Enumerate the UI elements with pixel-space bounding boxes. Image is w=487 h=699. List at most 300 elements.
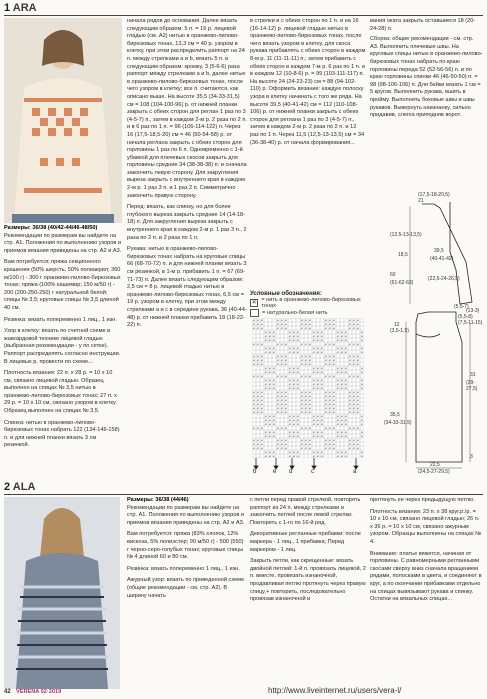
chart-cell-x: × xyxy=(284,398,287,403)
chart-cell-x: × xyxy=(352,342,355,347)
source-url: http://www.liveinternet.ru/users/vera-l/ xyxy=(268,686,402,695)
section-2-rule xyxy=(4,494,483,495)
chart-cell-x: × xyxy=(264,338,267,343)
chart-cell-x: × xyxy=(300,446,303,451)
chart-cell-x: × xyxy=(320,350,323,355)
chart-cell-x: × xyxy=(348,402,351,407)
legend-row-white xyxy=(250,309,366,317)
chart-cell-x: × xyxy=(320,366,323,371)
chart-cell-x: × xyxy=(268,430,271,435)
chart-cell-x: × xyxy=(352,390,355,395)
chart-cell-x: × xyxy=(288,414,291,419)
chart-cell-x: × xyxy=(292,450,295,455)
chart-cell-x: × xyxy=(264,370,267,375)
swatch-empty-icon xyxy=(250,309,259,317)
chart-cell-x: × xyxy=(348,446,351,451)
chart-cell-x: × xyxy=(284,442,287,447)
chart-cell-x: × xyxy=(344,366,347,371)
chart-cell-x: × xyxy=(252,402,255,407)
s2-col3-text: с петли перед правой стрелкой, повторять раппорт из 24 п. между стрелками и закончить петлей после левой стрелки. Повторять с 1-го по 16-й ряд. xyxy=(250,497,361,526)
chart-cell-x: × xyxy=(308,446,311,451)
chart-cell-x: × xyxy=(252,410,255,415)
chart-cell-x: × xyxy=(348,322,351,327)
chart-cell-x: × xyxy=(360,370,363,375)
chart-cell-x: × xyxy=(252,374,255,379)
chart-cell-x: × xyxy=(328,394,331,399)
chart-cell-x: × xyxy=(360,382,363,387)
chart-cell-x: × xyxy=(276,374,279,379)
page-number: 42 xyxy=(4,689,11,695)
chart-cell-x: × xyxy=(328,342,331,347)
chart-cell-x: × xyxy=(344,350,347,355)
chart-cell-x: × xyxy=(252,446,255,451)
chart-cell-x: × xyxy=(268,450,271,455)
chart-cell-x: × xyxy=(336,366,339,371)
chart-cell-x: × xyxy=(296,338,299,343)
chart-cell-x: × xyxy=(276,406,279,411)
chart-cell-x: × xyxy=(348,410,351,415)
chart-cell-x: × xyxy=(312,422,315,427)
chart-cell-x: × xyxy=(256,390,259,395)
chart-cell-x: × xyxy=(260,342,263,347)
chart-cell-x: × xyxy=(328,410,331,415)
chart-cell-x: × xyxy=(348,358,351,363)
chart-cell-x: × xyxy=(340,366,343,371)
chart-cell-x: × xyxy=(332,398,335,403)
chart-cell-x: × xyxy=(360,434,363,439)
chart-cell-x: × xyxy=(256,322,259,327)
chart-cell-x: × xyxy=(352,322,355,327)
chart-cell-x: × xyxy=(264,418,267,423)
chart-cell-x: × xyxy=(316,334,319,339)
chart-cell-x: × xyxy=(352,358,355,363)
chart-cell-x: × xyxy=(284,362,287,367)
chart-cell-x: × xyxy=(324,426,327,431)
chart-cell-x: × xyxy=(268,422,271,427)
chart-cell-x: × xyxy=(256,354,259,359)
photo-ara-sweater xyxy=(4,18,122,223)
chart-cell-x: × xyxy=(356,398,359,403)
schematic-drawing xyxy=(370,192,483,477)
s2-sizes-text: Размеры: 36/38 (44/46) xyxy=(127,497,189,503)
chart-cell-x: × xyxy=(280,326,283,331)
chart-cell-x: × xyxy=(280,446,283,451)
chart-cell-x: × xyxy=(316,378,319,383)
chart-cell-x: × xyxy=(356,394,359,399)
schem-label-4: 18,5 xyxy=(398,252,408,258)
chart-cell-x: × xyxy=(292,386,295,391)
schem-label-5: 39,5 xyxy=(434,248,444,254)
chart-cell-x: × xyxy=(264,454,267,458)
chart-cell-x: × xyxy=(328,362,331,367)
chart-cell-x: × xyxy=(268,330,271,335)
chart-cell-x: × xyxy=(304,354,307,359)
chart-cell-x: × xyxy=(344,330,347,335)
chart-cell-x: × xyxy=(328,358,331,363)
s2-openwork-text: Ажурный узор: вязать по приведенной схеме (общие рекомендации - см. стр. A2). В ширину начать xyxy=(127,577,245,599)
chart-cell-x: × xyxy=(312,386,315,391)
chart-cell-x: × xyxy=(312,454,315,458)
chart-cell-x: × xyxy=(260,398,263,403)
chart-cell-x: × xyxy=(348,438,351,443)
chart-cell-x: × xyxy=(356,442,359,447)
chart-cell-x: × xyxy=(324,342,327,347)
chart-cell-x: × xyxy=(344,454,347,458)
chart-cell-x: × xyxy=(316,330,319,335)
chart-cell-x: × xyxy=(284,318,287,323)
chart-cell-x: × xyxy=(288,370,291,375)
chart-cell-x: × xyxy=(268,382,271,387)
chart-cell-x: × xyxy=(312,414,315,419)
section-1-col1 xyxy=(4,225,122,450)
chart-cell-x: × xyxy=(304,406,307,411)
section-1-name: ARA xyxy=(12,2,37,14)
chart-cell-x: × xyxy=(312,382,315,387)
chart-cell-x: × xyxy=(252,342,255,347)
chart-cell-x: × xyxy=(276,426,279,431)
chart-cell-x: × xyxy=(352,426,355,431)
chart-cell-x: × xyxy=(344,338,347,343)
chart-cell-x: × xyxy=(292,350,295,355)
chart-cell-x: × xyxy=(264,330,267,335)
chart-cell-x: × xyxy=(296,386,299,391)
chart-cell-x: × xyxy=(264,350,267,355)
chart-cell-x: × xyxy=(276,394,279,399)
chart-cell-x: × xyxy=(312,350,315,355)
chart-cell-x: × xyxy=(264,334,267,339)
chart-cell-x: × xyxy=(300,442,303,447)
chart-cell-x: × xyxy=(256,394,259,399)
s2-recommend-text: Рекомендации по размерам вы найдете на стр. A1. Положения по выполнению узоров и приемов вязания приведены на стр. A2 и A3. xyxy=(127,504,245,526)
chart-cell-x: × xyxy=(360,346,363,351)
chart-cell-x: × xyxy=(312,330,315,335)
chart-cell-x: × xyxy=(264,366,267,371)
chart-cell-x: × xyxy=(300,426,303,431)
chart-cell-x: × xyxy=(276,358,279,363)
chart-cell-x: × xyxy=(288,422,291,427)
chart-cell-x: × xyxy=(260,426,263,431)
chart-cell-x: × xyxy=(324,394,327,399)
chart-cell-x: × xyxy=(344,346,347,351)
chart-cell-x: × xyxy=(260,322,263,327)
chart-cell-x: × xyxy=(288,330,291,335)
chart-cell-x: × xyxy=(276,446,279,451)
chart-cell-x: × xyxy=(340,382,343,387)
assembly-text: Сборка: общие рекомендации - см. стр. A3. Выполнить плечевые швы. На круговые спицы нитью в оранжево-лилово-бирюзовых тонах набрать по краю горловины переда 52 (52-56-56) п. и по краю горловины спинки 46 (46-50-50) п. = 98 (98-106-106) п. Для бейки вязать 1 см = 5 кругов. Выполнить рукава, вшить в пройму. Выполнить боковые швы и швы рукавов. Вывернуть наизнанку, сильно придавив, слегка приподняв ворот. xyxy=(370,36,483,119)
schem-label-10: (5,5-8) xyxy=(458,314,473,320)
chart-cell-x: × xyxy=(272,430,275,435)
chart-cell-x: × xyxy=(320,382,323,387)
chart-cell-x: × xyxy=(304,394,307,399)
chart-cell-x: × xyxy=(252,442,255,447)
chart-cell-x: × xyxy=(264,382,267,387)
chart-cell-x: × xyxy=(296,350,299,355)
front-text: Перед: вязать, как спинку, но для более глубокого выреза закрыть средние 14 (14-18-18) п. Для закругления выреза закрыть с внутреннего края в каждом 2-м р. 1 раз 3 п., 2 раза по 2 п. и 2 раза по 1 п. xyxy=(127,204,247,241)
chart-cell-x: × xyxy=(276,442,279,447)
chart-cell-x: × xyxy=(320,338,323,343)
chart-cell-x: × xyxy=(312,418,315,423)
chart-cell-x: × xyxy=(252,390,255,395)
schem-label-19: 22,5 xyxy=(430,462,440,468)
garment-schematic xyxy=(370,192,483,477)
chart-cell-x: × xyxy=(300,362,303,367)
chart-cell-x: × xyxy=(272,454,275,458)
chart-cell-x: × xyxy=(340,350,343,355)
chart-cell-x: × xyxy=(332,426,335,431)
chart-cell-x: × xyxy=(304,358,307,363)
schem-label-8: 60 xyxy=(390,272,396,278)
chart-cell-x: × xyxy=(296,414,299,419)
chart-cell-x: × xyxy=(360,334,363,339)
chart-cell-x: × xyxy=(296,334,299,339)
chart-cell-x: × xyxy=(352,374,355,379)
chart-cell-x: × xyxy=(260,438,263,443)
schem-label-9: (61-62-63) xyxy=(390,280,414,286)
chart-cell-x: × xyxy=(300,398,303,403)
chart-cell-x: × xyxy=(332,362,335,367)
chart-cell-x: × xyxy=(268,386,271,391)
chart-cell-x: × xyxy=(316,386,319,391)
chart-cell-x: × xyxy=(296,454,299,458)
chart-cell-x: × xyxy=(316,450,319,455)
chart-cell-x: × xyxy=(308,442,311,447)
chart-cell-x: × xyxy=(260,390,263,395)
chart-cell-x: × xyxy=(332,438,335,443)
photo-ala-dress xyxy=(4,497,120,689)
s2-density-text: Плотность вязания: 23 п. x 38 круг.р./р. = 10 x 10 см, связано лицевой гладью; 26 п. x 36 р. = 10 x 10 см, связано ажурным узором. Образцы выполнены на спицах № 4. xyxy=(370,508,482,545)
chart-cell-x: × xyxy=(360,418,363,423)
chart-cell-x: × xyxy=(360,330,363,335)
chart-cell-x: × xyxy=(320,378,323,383)
col2-text-a: начала рядов до основания. Далее вязать следующим образом: 5 п. = 16 р. лицевой гладью (см. A2) нитью в оранжево-лилово-бирюзовых тонах, 13,3 см = 40 р. узором в клетку, при этом распределить раппорт на 24 п. между стрелками а и b, вязать 5 п. в следующим образом: кромку, 3 (5-6-6) раза раппорт между стрелками а и b, далее нитью в оранжево-лилово-бирюзовых тонах, после чего узором в клетку; все п. считаются, как описано выше. На высоте 35,5 (34-33-31,5) см = 108 (104-100-96) р. от нижней планки закрыть с обеих сторон для реглан 1 раз по 3 (4-5-7) п., затем в каждом 2-м р. 2 раза по 2 п. и в 6 раз по 1 п. = 96 (106-114-122) п. Через 16 (17,5-18,5-20) см = 46 (50-54-58) р. от начала реглана закрыть с обеих сторон для горловины 1 раз по 6 п. Одновременно с 1-й убавкой для плечевых скосов закрыть для горловины средние 34 (38-38-38) п. и сначала закончить левую сторону. Для закругления выреза закрыть с внутреннего края в каждом 2-м р. 1 раз 3 п. и 1 раз 2 п. Симметрично закончить правую сторону. xyxy=(127,18,247,199)
chart-cell-x: × xyxy=(360,414,363,419)
chart-cell-x: × xyxy=(304,326,307,331)
chart-cell-x: × xyxy=(328,406,331,411)
chart-cell-x: × xyxy=(296,366,299,371)
s2-attention-text: Внимание: платье вяжется, начиная от горловины. С равномерными регланными скосами сверху вниз сначала вращением рядами, полосками в цвета, и соединяют в круг, а по окончании прибавками отдельно на спицах вывязывают рукава и спинку. Остатки на вязальных спицах... xyxy=(370,550,482,603)
chart-cell-x: × xyxy=(292,378,295,383)
chart-cell-x: × xyxy=(312,434,315,439)
chart-cell-x: × xyxy=(352,438,355,443)
chart-cell-x: × xyxy=(356,438,359,443)
chart-cell-x: × xyxy=(256,398,259,403)
chart-cell-x: × xyxy=(316,366,319,371)
chart-cell-x: × xyxy=(356,446,359,451)
chart-cell-x: × xyxy=(336,378,339,383)
schem-label-14: 31 xyxy=(470,372,476,378)
chart-cell-x: × xyxy=(280,394,283,399)
chart-cell-x: × xyxy=(284,402,287,407)
chart-cell-x: × xyxy=(296,330,299,335)
chart-cell-x: × xyxy=(308,326,311,331)
chart-cell-x: × xyxy=(288,366,291,371)
chart-cell-x: × xyxy=(348,442,351,447)
schem-label-2: (5,5-7) xyxy=(454,304,469,310)
chart-cell-x: × xyxy=(292,422,295,427)
chart-cell-x: × xyxy=(284,426,287,431)
chart-cell-x: × xyxy=(304,410,307,415)
chart-cell-x: × xyxy=(292,430,295,435)
magazine-name: VERENA 02·2019 xyxy=(16,689,62,695)
chart-cell-x: × xyxy=(272,422,275,427)
chart-cell-x: × xyxy=(320,418,323,423)
chart-cell-x: × xyxy=(332,318,335,323)
chart-cell-x: × xyxy=(252,322,255,327)
chart-cell-x: × xyxy=(280,398,283,403)
chart-cell-x: × xyxy=(284,322,287,327)
chart-cell-x: × xyxy=(280,318,283,323)
chart-cell-x: × xyxy=(268,334,271,339)
schem-label-17: (34-33-31,5) xyxy=(384,420,412,426)
chart-cell-x: × xyxy=(328,398,331,403)
chart-cell-x: × xyxy=(336,418,339,423)
chart-cell-x: × xyxy=(348,318,351,323)
chart-cell-x: × xyxy=(284,354,287,359)
chart-cell-x: × xyxy=(352,402,355,407)
chart-cell-x: × xyxy=(324,362,327,367)
section-2-header xyxy=(4,481,35,493)
chart-cell-x: × xyxy=(316,434,319,439)
chart-cell-x: × xyxy=(304,426,307,431)
chart-cell-x: × xyxy=(360,386,363,391)
chart-cell-x: × xyxy=(292,454,295,458)
chart-cell-x: × xyxy=(332,342,335,347)
chart-cell-x: × xyxy=(344,422,347,427)
section-2-col4 xyxy=(370,497,483,679)
chart-cell-x: × xyxy=(336,370,339,375)
chart-cell-x: × xyxy=(336,334,339,339)
chart-cell-x: × xyxy=(332,322,335,327)
chart-cell-x: × xyxy=(276,322,279,327)
section-2-number: 2 xyxy=(4,481,11,493)
chart-cell-x: × xyxy=(312,370,315,375)
chart-cell-x: × xyxy=(264,378,267,383)
schem-label-18: 3 xyxy=(470,454,473,460)
col4-text-a: вания оката закрыть оставшиеся 18 (20-24-28) п. xyxy=(370,18,476,32)
chart-cell-x: × xyxy=(332,326,335,331)
chart-cell-x: × xyxy=(268,434,271,439)
sizes-text: Размеры: 36/38 (40/42-44/46-48/50) xyxy=(4,225,98,231)
chart-cell-x: × xyxy=(352,398,355,403)
chart-cell-x: × xyxy=(344,386,347,391)
chart-cell-x: × xyxy=(320,330,323,335)
chart-cell-x: × xyxy=(356,358,359,363)
chart-cell-x: × xyxy=(332,442,335,447)
chart-cell-x: × xyxy=(284,394,287,399)
chart-cell-x: × xyxy=(332,390,335,395)
chart-cell-x: × xyxy=(264,386,267,391)
chart-cell-x: × xyxy=(260,326,263,331)
chart-cell-x: × xyxy=(332,446,335,451)
back-text: Спинка: нитью в оранжево-лилово-бирюзовых тонах набрать 122 (134-146-158) п. и для нижней планки вязать 3 см резинкой. xyxy=(4,419,120,449)
chart-cell-x: × xyxy=(336,434,339,439)
section-1-rule xyxy=(4,15,483,16)
chart-cell-x: × xyxy=(360,454,363,458)
chart-cell-x: × xyxy=(264,346,267,351)
chart-cell-x: × xyxy=(276,402,279,407)
arrow-label-c: c xyxy=(311,469,314,475)
col3-text: в стрелки и с обеих сторон по 1 п. и на 16 (16-14-12) р. лицевой гладью нитью в оранжево-лилово-бирюзовых тонах, после чего вязать узором в клетку, для скоса рукава прибавлять с обеих сторон в каждом 8-м р. 11 (11-11-11) п.; затем прибавить с обеих сторон в каждом 7-м р. 6 раз по 1 п. и в каждом 12 (10-8-6) р. = 99 (103-111-117) п. На высоте 24 (24-23-23) см = 88 (94-102-110) р. Оформить вязание: каждую полоску узора в клетку начинать с того же ряда. На высоте 39,5 (40-41-42) см = 112 (110-108-106) р. от нижней планки закрыть с обеих сторон для реглана 1 раз по 3 (4-5-7) п., затем в каждом 2-м р. 2 раза по 2 п. и 12 раз по 1 п. Через 11,5 (12,5-13-13,5) см = 34 (36-38-40) р. от начала формирования... xyxy=(250,18,366,146)
chart-cell-x: × xyxy=(356,326,359,331)
chart-cell-x: × xyxy=(340,338,343,343)
chart-cell-x: × xyxy=(272,378,275,383)
chart-cell-x: × xyxy=(316,350,319,355)
schem-label-0: (17,5-18-20,5) xyxy=(418,192,450,198)
chart-cell-x: × xyxy=(276,342,279,347)
section-1-col4 xyxy=(370,18,483,120)
chart-cell-x: × xyxy=(276,390,279,395)
chart-cell-x: × xyxy=(352,394,355,399)
chart-cell-x: × xyxy=(360,378,363,383)
chart-cell-x: × xyxy=(312,346,315,351)
chart-cell-x: × xyxy=(284,342,287,347)
chart-cell-x: × xyxy=(340,450,343,455)
section-2-col2 xyxy=(127,497,245,689)
section-1-col2 xyxy=(127,18,247,468)
chart-cell-x: × xyxy=(304,442,307,447)
chart-cell-x: × xyxy=(308,406,311,411)
arrow-label-e: e xyxy=(273,469,277,475)
chart-cell-x: × xyxy=(324,390,327,395)
chart-cell-x: × xyxy=(288,450,291,455)
chart-cell-x: × xyxy=(360,430,363,435)
chart-cell-x: × xyxy=(348,342,351,347)
chart-cell-x: × xyxy=(320,454,323,458)
chart-cell-x: × xyxy=(284,390,287,395)
chart-cell-x: × xyxy=(256,362,259,367)
chart-cell-x: × xyxy=(308,410,311,415)
chart-cell-x: × xyxy=(292,346,295,351)
chart-cell-x: × xyxy=(328,318,331,323)
chart-cell-x: × xyxy=(272,450,275,455)
density-text: Плотность вязания: 22 п. x 28 р. = 10 x 10 см, связано лицевой гладью. Образец выполнен на спицах № 3,5 нитью в оранжево-лилово-бирюзовых тонах; 27 п. x 29 р. = 10 x 10 см, связано узором в клетку. Образец выполнен на спицах № 3,5. xyxy=(4,370,117,415)
chart-cell-x: × xyxy=(300,402,303,407)
chart-cell-x: × xyxy=(324,446,327,451)
chart-cell-x: × xyxy=(300,374,303,379)
pattern-chart xyxy=(252,318,364,458)
chart-cell-x: × xyxy=(324,358,327,363)
chart-cell-x: × xyxy=(300,354,303,359)
chart-cell-x: × xyxy=(352,354,355,359)
chart-cell-x: × xyxy=(336,422,339,427)
chart-cell-x: × xyxy=(296,450,299,455)
schem-label-13: (3,5-1,5) xyxy=(390,328,409,334)
chart-cell-x: × xyxy=(316,346,319,351)
arrow-label-b: b xyxy=(253,469,257,475)
chart-cell-x: × xyxy=(288,386,291,391)
chart-cell-x: × xyxy=(300,438,303,443)
schem-label-21: (13-3) xyxy=(466,308,480,314)
chart-cell-x: × xyxy=(332,354,335,359)
chart-cell-x: × xyxy=(348,354,351,359)
chart-cell-x: × xyxy=(328,354,331,359)
chart-cell-x: × xyxy=(252,426,255,431)
chart-cell-x: × xyxy=(304,322,307,327)
chart-cell-x: × xyxy=(296,418,299,423)
chart-cell-x: × xyxy=(272,346,275,351)
chart-cell-x: × xyxy=(288,350,291,355)
chart-cell-x: × xyxy=(304,402,307,407)
chart-cell-x: × xyxy=(344,418,347,423)
pattern-chart-grid xyxy=(252,318,364,458)
chart-cell-x: × xyxy=(272,370,275,375)
chart-cell-x: × xyxy=(352,410,355,415)
chart-cell-x: × xyxy=(292,366,295,371)
chart-cell-x: × xyxy=(280,406,283,411)
chart-cell-x: × xyxy=(264,422,267,427)
chart-cell-x: × xyxy=(280,402,283,407)
chart-cell-x: × xyxy=(256,446,259,451)
